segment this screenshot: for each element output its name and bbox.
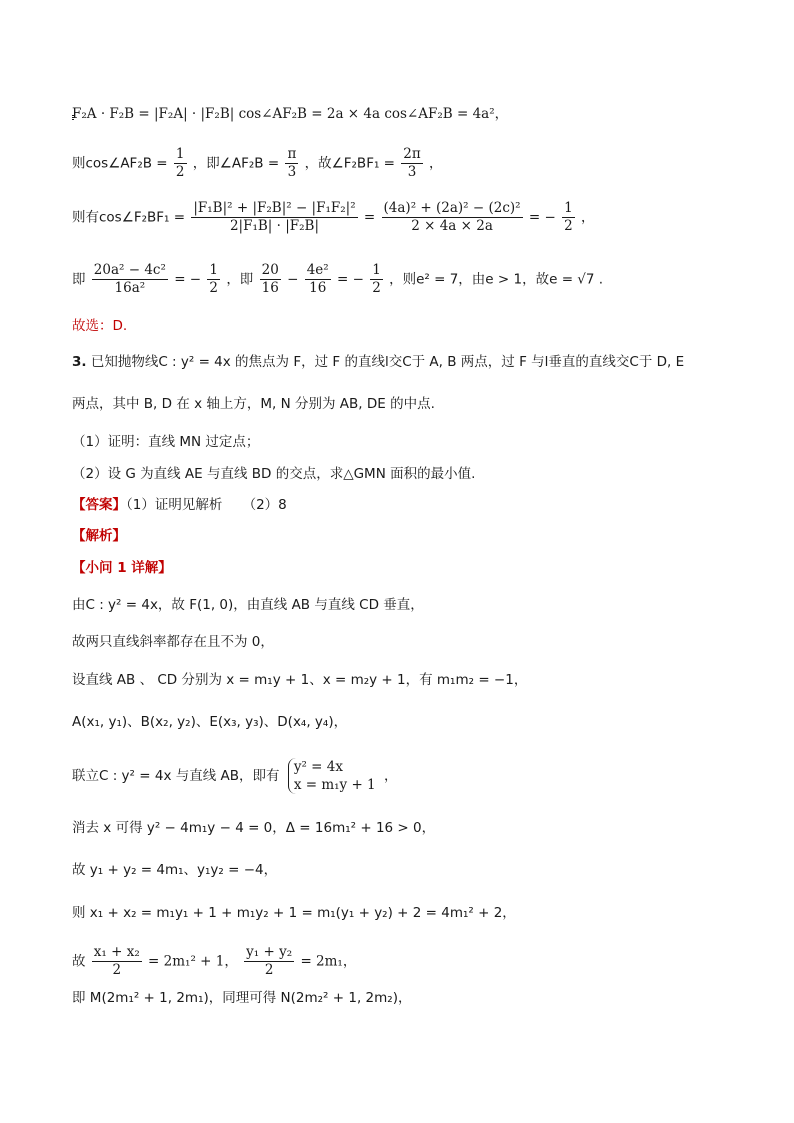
fraction: $\frac{20}{16}$	[261, 262, 279, 296]
cosine-law-line: 则有cos∠F₂BF₁ = $\frac{\text{|F₁B|² + |F₂B|² − |F₁F₂|²}}{\text{2|F₁B| · |F₂B|}}$ = $\frac{\text{(4a)² + (2a)² − (2c)²}}{2 \times 4a \times 2a}$ = − $\frac{1}{2}$ ，	[72, 200, 595, 234]
fraction: $\frac{\text{x₁ + x₂}}{2}$	[93, 944, 140, 978]
subquestion-1-heading: 【小问 1 详解】	[72, 560, 172, 576]
fraction: $\frac{1}{2}$	[209, 262, 219, 296]
fraction: $\frac{\pi}{3}$	[287, 146, 297, 180]
line-text: ，即∠AF₂B =	[192, 155, 280, 172]
eccentricity-line: 即 $\frac{\text{20a² − 4c²}}{\text{16a²}}$ = − $\frac{1}{2}$ ，即 $\frac{20}{16}$ − $\frac{\text{4e²}}{16}$ = − $\frac{1}{2}$ ，则e² = 7，由e > 1，故e = √7 .	[72, 262, 604, 296]
line-text: F₂A · F₂B = |F₂A| · |F₂B| cos∠AF₂B = 2a × 4a cos∠AF₂B = 4a²，	[72, 106, 509, 122]
cos-angle-line	[72, 146, 734, 181]
fraction: $\frac{\text{20a² − 4c²}}{\text{16a²}}$	[93, 262, 166, 296]
solution-line-2: 故两只直线斜率都存在且不为 0，	[72, 634, 274, 650]
fraction: $\frac{\text{4e²}}{16}$	[306, 262, 329, 296]
answer-choice-line: 故选：D.	[72, 318, 128, 334]
analysis-heading: 【解析】	[72, 528, 126, 544]
solution-line-5: 联立C : y² = 4x 与直线 AB，即有 y² = 4x x = m₁y + 1 ，	[72, 759, 398, 793]
solution-line-8: 则 x₁ + x₂ = m₁y₁ + 1 + m₁y₂ + 1 = m₁(y₁ + y₂) + 2 = 4m₁² + 2，	[72, 905, 516, 921]
fraction: $\frac{\text{(4a)² + (2a)² − (2c)²}}{2 \times 4a \times 2a}$	[383, 200, 521, 234]
line-text: ，	[429, 155, 443, 172]
fraction: $\frac{1}{2}$	[372, 262, 381, 296]
question-3-line-1	[72, 352, 734, 372]
answer-label: 【答案】	[72, 497, 126, 513]
answer-text: （1）证明见解析 （2）8	[126, 497, 287, 513]
solution-line-7: 故 y₁ + y₂ = 4m₁、y₁y₂ = −4，	[72, 862, 278, 878]
solution-line-10: 即 M(2m₁² + 1, 2m₁)，同理可得 N(2m₂² + 1, 2m₂)，	[72, 990, 412, 1006]
solution-line-3: 设直线 AB 、 CD 分别为 x = m₁y + 1、x = m₂y + 1，有 m₁m₂ = −1，	[72, 672, 528, 688]
question-number: 3.	[72, 354, 87, 370]
question-3-part-2: （2）设 G 为直线 AE 与直线 BD 的交点，求△GMN 面积的最小值.	[72, 466, 476, 482]
line-text: ，故∠F₂BF₁ =	[304, 155, 395, 172]
fraction: $\frac{1}{2}$	[564, 200, 573, 234]
question-text: 已知抛物线C : y² = 4x 的焦点为 F，过 F 的直线l交C于 A, B 两点，过 F 与l垂直的直线交C于 D, E	[90, 354, 685, 370]
line-text: 则cos∠AF₂B =	[72, 155, 168, 172]
equation-system: y² = 4x x = m₁y + 1	[288, 758, 376, 794]
solution-line-1: 由C : y² = 4x，故 F(1, 0)，由直线 AB 与直线 CD 垂直，	[72, 597, 424, 613]
question-3-part-1: （1）证明：直线 MN 过定点；	[72, 434, 260, 450]
fraction: $\frac{1}{2}$	[175, 146, 185, 180]
fraction: $\frac{2\pi}{3}$	[403, 146, 421, 180]
fraction: $\frac{\text{y₁ + y₂}}{2}$	[246, 944, 293, 978]
solution-line-6: 消去 x 可得 y² − 4m₁y − 4 = 0，Δ = 16m₁² + 16 > 0，	[72, 820, 436, 836]
fraction: $\frac{\text{|F₁B|² + |F₂B|² − |F₁F₂|²}}{\text{2|F₁B| · |F₂B|}}$	[193, 200, 356, 234]
line-text: 即	[72, 271, 86, 288]
vector-dot-product-line	[72, 104, 734, 124]
line-text: 联立C : y² = 4x 与直线 AB，即有	[72, 768, 280, 784]
solution-line-4: A(x₁, y₁)、B(x₂, y₂)、E(x₃, y₃)、D(x₄, y₄)，	[72, 714, 348, 730]
line-text: 则有cos∠F₂BF₁ =	[72, 209, 186, 226]
solution-line-9: 故 $\frac{\text{x₁ + x₂}}{2}$ = 2m₁² + 1， $\frac{\text{y₁ + y₂}}{2}$ = 2m₁，	[72, 944, 357, 978]
answer-line	[72, 495, 734, 515]
question-3-line-2: 两点，其中 B, D 在 x 轴上方，M, N 分别为 AB, DE 的中点.	[72, 396, 435, 412]
